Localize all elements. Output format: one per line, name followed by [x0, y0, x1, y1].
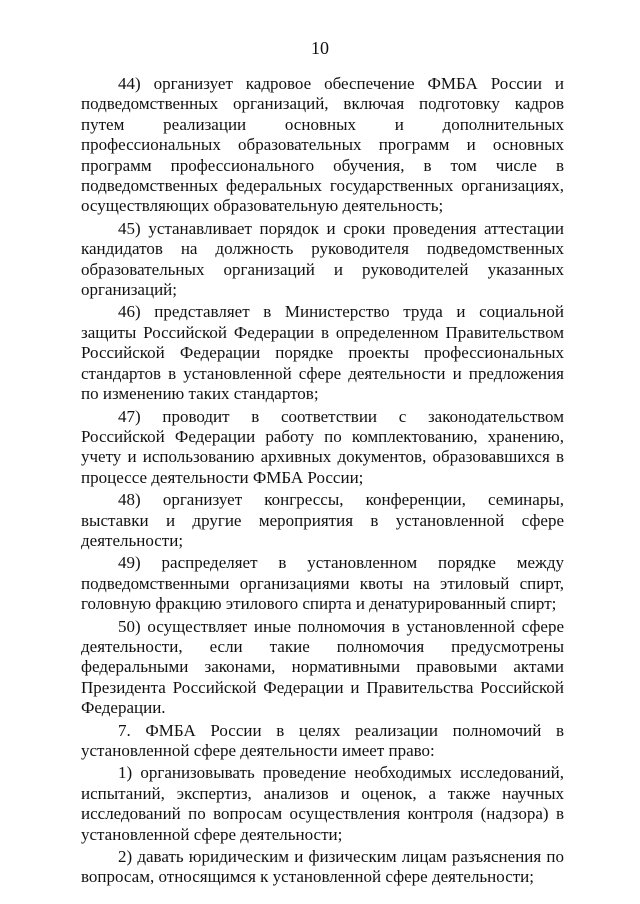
- paragraph-48: 48) организует конгрессы, конференции, семинары, выставки и другие мероприятия в установленной сфере деятельности;: [81, 490, 564, 550]
- document-body: [81, 74, 564, 890]
- section-7-heading: 7. ФМБА России в целях реализации полномочий в установленной сфере деятельности имеет право:: [81, 720, 564, 760]
- paragraph-47: 47) проводит в соответствии с законодательством Российской Федерации работу по комплектованию, хранению, учету и использованию архивных документов, образовавшихся в процессе деятельности ФМБА России;: [81, 406, 564, 487]
- paragraph-44: 44) организует кадровое обеспечение ФМБА России и подведомственных организаций, включая подготовку кадров путем реализации основных и дополнительных профессиональных образовательных программ и основных программ профессионального обучения, в том числе в подведомственных федеральных государственных организациях, осуществляющих образовательную деятельность;: [81, 74, 564, 216]
- right-item-1: 1) организовывать проведение необходимых исследований, испытаний, экспертиз, анализов и оценок, а также научных исследований по вопросам осуществления контроля (надзора) в установленной сфере деятельности;: [81, 763, 564, 844]
- paragraph-45: 45) устанавливает порядок и сроки проведения аттестации кандидатов на должность руководителя подведомственных образовательных организаций и руководителей указанных организаций;: [81, 218, 564, 300]
- right-item-2: 2) давать юридическим и физическим лицам разъяснения по вопросам, относящимся к установленной сфере деятельности;: [81, 847, 564, 887]
- paragraph-50: 50) осуществляет иные полномочия в установленной сфере деятельности, если такие полномочия предусмотрены федеральными законами, нормативными правовыми актами Президента Российской Федерации и Правительства Российской Федерации.: [81, 616, 564, 718]
- paragraph-49: 49) распределяет в установленном порядке между подведомственными организациями квоты на этиловый спирт, головную фракцию этилового спирта и денатурированный спирт;: [81, 553, 564, 614]
- paragraph-46: 46) представляет в Министерство труда и социальной защиты Российской Федерации в определенном Правительством Российской Федерации порядке проекты профессиональных стандартов в установленной сфере деятельности и предложения по изменению таких стандартов;: [81, 302, 564, 404]
- page-number: 10: [311, 38, 329, 58]
